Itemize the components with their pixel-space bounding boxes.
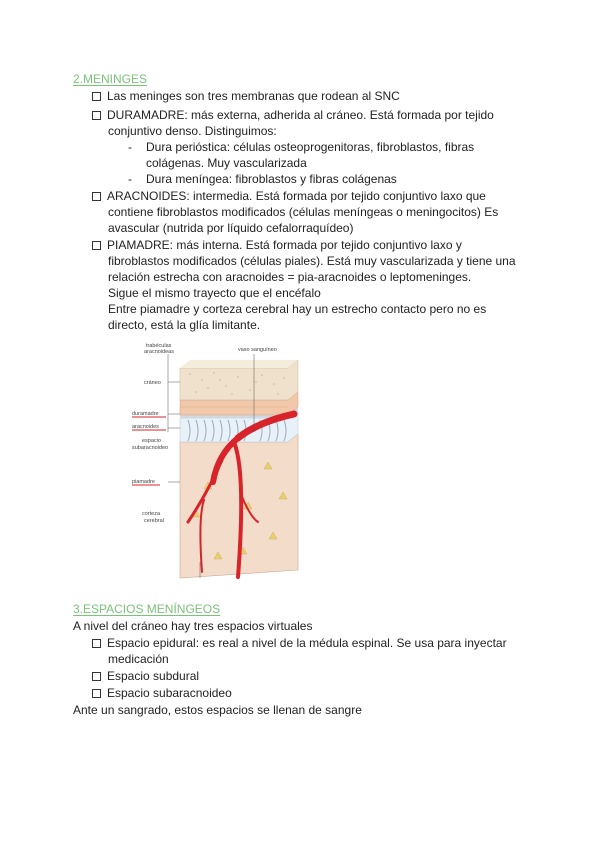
list-item-piamadre: PIAMADRE: más interna. Está formada por tejido conjuntivo laxo y bbox=[92, 237, 462, 253]
label-aracnoides: aracnoides bbox=[132, 424, 159, 430]
text-line: conjuntivo denso. Distinguimos: bbox=[108, 124, 277, 138]
label-craneo: cráneo bbox=[144, 380, 161, 386]
list-item-subdural: Espacio subdural bbox=[92, 668, 199, 684]
text-line: contiene fibroblastos modificados (células meníngeas o meningocitos) Es bbox=[108, 205, 499, 219]
checkbox-icon[interactable] bbox=[92, 689, 101, 698]
section-3-outro: Ante un sangrado, estos espacios se llenan de sangre bbox=[73, 703, 362, 717]
list-item-subaracnoideo: Espacio subaracnoideo bbox=[92, 685, 232, 701]
text-line: fibroblastos modificados (células piales). Está muy vascularizada y tiene una bbox=[108, 254, 516, 268]
text-line: relación estrecha con aracnoides = pia-aracnoides o leptomeninges. bbox=[108, 270, 472, 284]
section-3-intro: A nivel del cráneo hay tres espacios virtuales bbox=[73, 619, 313, 633]
label-espacio: espacio bbox=[142, 438, 161, 444]
dash-bullet: - bbox=[128, 172, 132, 186]
checkbox-icon[interactable] bbox=[92, 111, 101, 120]
text-line: avascular (nutrida por líquido cefalorraquídeo) bbox=[108, 221, 354, 235]
section-2-heading: 2.MENINGES bbox=[73, 72, 148, 86]
text-line: directo, está la glía limitante. bbox=[108, 318, 261, 332]
label-corteza: corteza bbox=[142, 511, 161, 517]
list-item-intro: Las meninges son tres membranas que rodean al SNC bbox=[92, 88, 400, 104]
dash-bullet: - bbox=[128, 140, 132, 154]
list-item-epidural: Espacio epidural: es real a nivel de la médula espinal. Se usa para inyectar bbox=[92, 635, 507, 651]
checkbox-icon[interactable] bbox=[92, 672, 101, 681]
text-line: Sigue el mismo trayecto que el encéfalo bbox=[108, 286, 321, 300]
label-duramadre: duramadre bbox=[132, 411, 159, 417]
list-item-aracnoides: ARACNOIDES: intermedia. Está formada por tejido conjuntivo laxo que bbox=[92, 188, 486, 204]
label-trabeculas: trabéculas bbox=[146, 343, 172, 349]
text-line: Entre piamadre y corteza cerebral hay un estrecho contacto pero no es bbox=[108, 302, 487, 316]
label-subaracnoideo: subaracnoideo bbox=[132, 445, 169, 451]
checkbox-icon[interactable] bbox=[92, 241, 101, 250]
checkbox-icon[interactable] bbox=[92, 192, 101, 201]
label-piamadre: piamadre bbox=[132, 479, 155, 485]
meninges-diagram bbox=[118, 342, 308, 582]
text-line: colágenas. Muy vascularizada bbox=[146, 156, 307, 170]
label-cerebral: cerebral bbox=[144, 518, 164, 524]
list-item-duramadre: DURAMADRE: más externa, adherida al cráneo. Está formada por tejido bbox=[92, 107, 494, 123]
sub-item-dura-periostica: Dura perióstica: células osteoprogenitoras, fibroblastos, fibras bbox=[146, 140, 475, 154]
sub-item-dura-meningea: Dura meníngea: fibroblastos y fibras colágenas bbox=[146, 172, 397, 186]
label-vaso-sanguineo: vaso sanguíneo bbox=[238, 347, 277, 353]
checkbox-icon[interactable] bbox=[92, 92, 101, 101]
checkbox-icon[interactable] bbox=[92, 639, 101, 648]
label-trabeculas: aracnoideas bbox=[144, 349, 174, 355]
section-3-heading: 3.ESPACIOS MENÍNGEOS bbox=[73, 602, 221, 616]
text-line: medicación bbox=[108, 652, 169, 666]
